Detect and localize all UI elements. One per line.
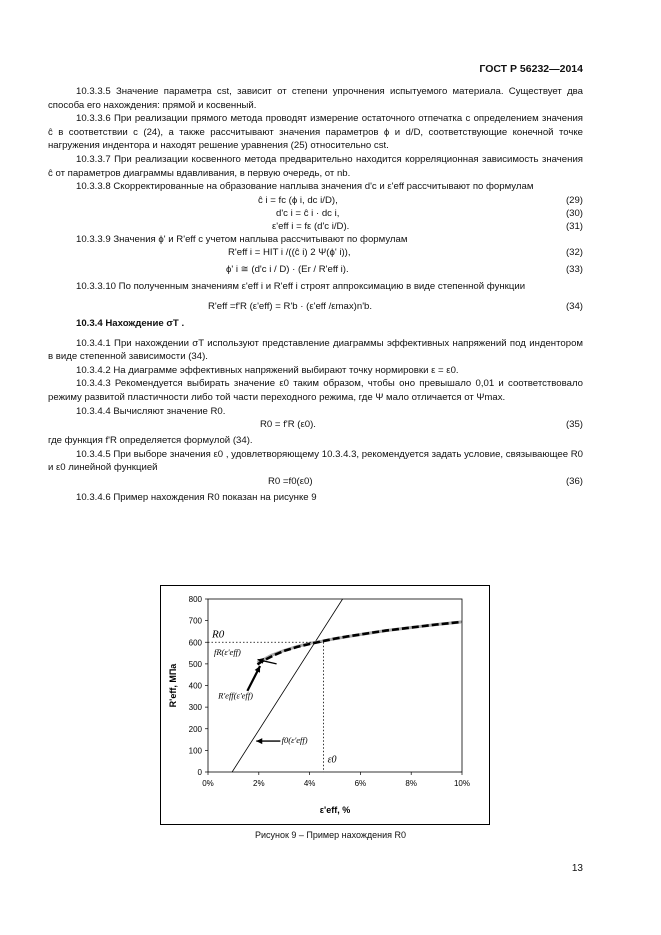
equation-35 (48, 418, 583, 434)
document-body (48, 85, 583, 504)
eps0-label: ε0 (327, 754, 337, 766)
equation-text: R'eff i = HIT i /((ĉ i) 2 Ψ(ϕ' i)), (228, 247, 351, 259)
equation-30 (48, 207, 583, 220)
x-tick-label: 10% (453, 779, 471, 788)
equation-number: (33) (565, 264, 583, 276)
equation-text: R'eff =f'R (ε'eff) = R'b · (ε'eff /εmax)n'b. (208, 300, 373, 312)
figure-caption: Рисунок 9 – Пример нахождения R0 (254, 830, 407, 840)
equation-33 (48, 263, 583, 280)
equation-text: ĉ i = fc (ϕ i, dc i/D), (258, 194, 338, 206)
paragraph: 10.3.3.6 При реализации прямого метода проводят измерение остаточного отпечатка с определением значения ĉ в соответствии с (24), а также рассчитывают значения параметров ϕ и d/D, соответствующие конечной точке нагружения индентора и находят решение уравнения (25) относительно cst. (48, 113, 583, 152)
y-tick-label: 600 (188, 638, 202, 648)
y-tick-label: 200 (188, 724, 202, 734)
y-tick-label: 400 (188, 681, 202, 691)
equation-29 (48, 194, 583, 207)
equation-number: (34) (565, 300, 583, 312)
equation-text: ε'eff i = fε (d'c i/D). (272, 220, 350, 232)
figure-9-chart (160, 585, 490, 825)
paragraph: 10.3.4.5 При выборе значения ε0 , удовлетворяющему 10.3.4.3, рекомендуется задать условие, связывающее R0 и ε0 линейной функцией (48, 448, 583, 474)
equation-number: (31) (565, 220, 583, 232)
paragraph: 10.3.4.2 На диаграмме эффективных напряжений выбирают точку нормировки ε = ε0. (76, 364, 459, 376)
x-tick-label: 2% (253, 779, 265, 788)
chart-frame (161, 586, 490, 825)
y-tick-label: 800 (188, 595, 202, 604)
paragraph: 10.3.4.3 Рекомендуется выбирать значение ε0 таким образом, чтобы оно превышало 0,01 и соответствовало режиму развитой пластичности либо той части переходного режима, где Ψ мало отличается от Ψmax. (48, 378, 583, 403)
paragraph: 10.3.3.10 По полученным значениям ε'eff i и R'eff i строят аппроксимацию в виде степенной функции (76, 281, 526, 293)
f0-label: f0(ε'eff) (281, 734, 308, 745)
y-tick-label: 700 (188, 616, 202, 626)
y-axis-label: R'eff, МПа (168, 663, 178, 708)
paragraph: 10.3.3.9 Значения ϕ' и R'eff с учетом наплыва рассчитывают по формулам (76, 233, 408, 245)
paragraph: 10.3.3.7 При реализации косвенного метода предварительно находится корреляционная зависимость значения ĉ от параметров диаграммы вдавливания, в первую очередь, от nb. (48, 153, 583, 179)
equation-number: (32) (565, 247, 583, 259)
equation-text: R0 =f0(ε0) (268, 475, 313, 487)
equation-number: (36) (565, 475, 583, 487)
equation-31 (48, 220, 583, 233)
section-heading: 10.3.4 Нахождение σT . (76, 317, 185, 329)
paragraph: 10.3.3.5 Значение параметра cst, зависит от степени упрочнения испытуемого материала. Существует два способа его нахождения: прямой и косвенный. (48, 86, 583, 111)
y-tick-label: 100 (188, 746, 202, 756)
x-tick-label: 6% (354, 779, 367, 788)
x-tick-label: 4% (303, 779, 316, 788)
Reff-label: R'eff(ε'eff) (218, 690, 254, 701)
equation-number: (29) (565, 194, 583, 206)
x-tick-label: 8% (405, 779, 417, 788)
document-header: ГОСТ Р 56232—2014 (479, 63, 583, 75)
paragraph: 10.3.4.1 При нахождении σT используют представление диаграммы эффективных напряжений под индентором в виде степенной зависимости (34). (48, 337, 583, 363)
equation-text: d'c i = ĉ i · dc i, (276, 207, 340, 219)
equation-number: (30) (565, 207, 583, 219)
y-tick-label: 0 (197, 768, 202, 777)
y-tick-label: 300 (188, 703, 202, 713)
x-tick-label: 0% (202, 779, 214, 788)
paragraph: 10.3.3.8 Скорректированные на образование наплыва значения d'c и ε'eff рассчитывают по формулам (76, 181, 534, 193)
fR-label: fR(ε'eff) (214, 647, 241, 658)
equation-32 (48, 246, 583, 263)
equation-36 (48, 475, 583, 491)
equation-34 (48, 300, 583, 317)
r0-label: R0 (212, 628, 225, 641)
paragraph: 10.3.4.6 Пример нахождения R0 показан на рисунке 9 (76, 491, 317, 503)
x-axis-label: ε'eff, % (319, 805, 351, 815)
paragraph: 10.3.4.4 Вычисляют значение R0. (76, 405, 226, 417)
equation-text: R0 = f'R (ε0). (260, 419, 316, 431)
paragraph: где функция f'R определяется формулой (34). (48, 435, 253, 447)
equation-text: ϕ' i ≅ (d'c i / D) · (Er / R'eff i). (226, 264, 349, 276)
page-number: 13 (571, 863, 583, 874)
y-tick-label: 500 (188, 659, 202, 669)
equation-number: (35) (565, 419, 583, 431)
